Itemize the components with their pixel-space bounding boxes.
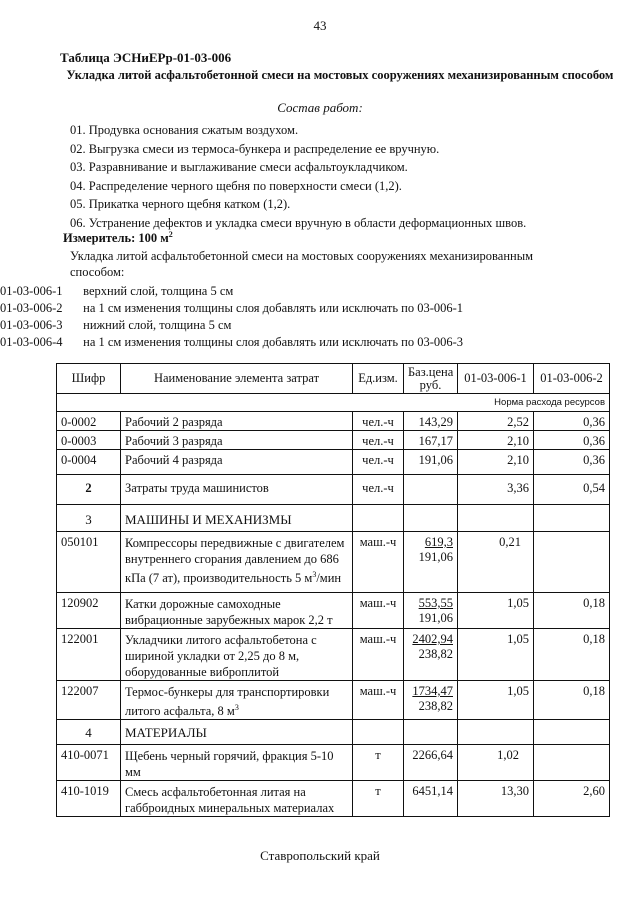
cell-price	[404, 475, 458, 505]
cell-price: 167,17	[404, 431, 458, 450]
section-row-materials	[57, 720, 610, 745]
code-line	[0, 284, 233, 299]
work-item: 01. Продувка основания сжатым воздухом.	[70, 123, 299, 137]
code: 01-03-006-4	[0, 335, 63, 349]
cell-v2: 0,36	[534, 450, 610, 475]
code-text: на 1 см изменения толщины слоя добавлять или исключать по 03-006-3	[83, 335, 464, 349]
table-row	[57, 593, 610, 629]
section-title: МАШИНЫ И МЕХАНИЗМЫ	[121, 505, 353, 532]
table-subtitle: Укладка литой асфальтобетонной смеси на мостовых сооружениях механизированным способом	[66, 68, 614, 82]
cell-unit: чел.-ч	[353, 475, 404, 505]
cell-name: Смесь асфальтобетонная литая на габброидных минеральных материалах	[121, 781, 353, 817]
cell-price: 191,06	[404, 450, 458, 475]
cell-name: Укладчики литого асфальтобетона с шириной укладки от 2,25 до 8 м, оборудованные виброплитой	[121, 629, 353, 681]
works-list	[70, 121, 526, 232]
header-col1: 01-03-006-1	[458, 364, 534, 394]
table-row	[57, 781, 610, 817]
header-code: Шифр	[57, 364, 121, 394]
header-col2: 01-03-006-2	[534, 364, 610, 394]
code-line	[0, 301, 463, 316]
code-line	[0, 335, 463, 350]
cell-unit: чел.-ч	[353, 450, 404, 475]
cell-v1: 1,05	[458, 681, 534, 720]
page-number: 43	[313, 18, 327, 33]
cell-code: 0-0002	[57, 412, 121, 431]
table-row	[57, 629, 610, 681]
section-row-machines	[57, 505, 610, 532]
cell-code: 410-1019	[57, 781, 121, 817]
code: 01-03-006-1	[0, 284, 63, 298]
cell-name: Термос-бункеры для транспортировки литого асфальта, 8 $м^3$	[121, 681, 353, 720]
cell-v2: 0,36	[534, 412, 610, 431]
cell-name: Рабочий 2 разряда	[121, 412, 353, 431]
cell-price: 2402,94 238,82	[404, 629, 458, 681]
cell-v1: 2,10	[458, 431, 534, 450]
work-item: 05. Прикатка черного щебня катком (1,2).	[70, 197, 291, 211]
cell-name: Компрессоры передвижные с двигателем внутреннего сгорания давлением до 686 кПа (7 ат), производительность 5 $м^3$/мин	[121, 532, 353, 593]
cell-code: 120902	[57, 593, 121, 629]
cell-code: 0-0003	[57, 431, 121, 450]
cell-v2: 0,18	[534, 593, 610, 629]
table-row	[57, 681, 610, 720]
cell-unit: маш.-ч	[353, 681, 404, 720]
work-item: 06. Устранение дефектов и укладка смеси вручную в области деформационных швов.	[70, 215, 527, 230]
work-item: 03. Разравнивание и выглаживание смеси асфальтоукладчиком.	[70, 160, 408, 174]
table-row	[57, 431, 610, 450]
work-item: 04. Распределение черного щебня по поверхности смеси (1,2).	[70, 178, 402, 193]
section-title: МАТЕРИАЛЫ	[121, 720, 353, 745]
cell-name: Рабочий 4 разряда	[121, 450, 353, 475]
cell-v1: 0,21	[458, 532, 534, 593]
table-header-row	[57, 364, 610, 394]
cell-v1: 1,02	[458, 745, 534, 781]
cell-unit: т	[353, 781, 404, 817]
cell-v1: 1,05	[458, 593, 534, 629]
cell-v1: 13,30	[458, 781, 534, 817]
header-unit: Ед.изм.	[353, 364, 404, 394]
cell-v2: 0,36	[534, 431, 610, 450]
cell-v1: 3,36	[458, 475, 534, 505]
cell-v2: 0,18	[534, 681, 610, 720]
cell-name: Катки дорожные самоходные вибрационные зарубежных марок 2,2 т	[121, 593, 353, 629]
code-text: верхний слой, толщина 5 см	[83, 284, 234, 298]
meter-sup: 2	[168, 230, 173, 239]
header-price: Баз.цена руб.	[404, 364, 458, 394]
description: Укладка литой асфальтобетонной смеси на мостовых сооружениях механизированным способом:	[70, 249, 534, 279]
cell-code: 050101	[57, 532, 121, 593]
cell-price: 6451,14	[404, 781, 458, 817]
cell-v1: 1,05	[458, 629, 534, 681]
section-code: 3	[57, 505, 121, 532]
cell-code: 0-0004	[57, 450, 121, 475]
work-item: 02. Выгрузка смеси из термоса-бункера и распределение ее вручную.	[70, 141, 440, 156]
works-heading: Состав работ:	[277, 100, 363, 115]
cell-unit: чел.-ч	[353, 431, 404, 450]
cell-unit: т	[353, 745, 404, 781]
page-footer: Ставропольский край	[260, 848, 380, 863]
table-title: Таблица ЭСНиЕРр-01-03-006	[60, 50, 232, 65]
meter	[63, 230, 173, 246]
cell-v2	[534, 745, 610, 781]
header-name: Наименование элемента затрат	[121, 364, 353, 394]
cell-v2: 0,18	[534, 629, 610, 681]
code: 01-03-006-3	[0, 318, 63, 332]
section-code: 4	[57, 720, 121, 745]
cell-v2	[534, 532, 610, 593]
cell-price: 143,29	[404, 412, 458, 431]
cell-v1: 2,52	[458, 412, 534, 431]
cell-price: 619,3 191,06	[404, 532, 458, 593]
code-text: нижний слой, толщина 5 см	[83, 318, 232, 332]
cell-price: 553,55 191,06	[404, 593, 458, 629]
cell-code: 122001	[57, 629, 121, 681]
norma-label: Норма расхода ресурсов	[57, 394, 610, 412]
table-row	[57, 450, 610, 475]
cell-code: 410-0071	[57, 745, 121, 781]
cell-v2: 2,60	[534, 781, 610, 817]
cell-code: 122007	[57, 681, 121, 720]
cell-unit: маш.-ч	[353, 532, 404, 593]
norma-row	[57, 394, 610, 412]
code: 01-03-006-2	[0, 301, 63, 315]
table-row	[57, 745, 610, 781]
cell-code: 2	[57, 475, 121, 505]
cell-name: Затраты труда машинистов	[121, 475, 353, 505]
code-text: на 1 см изменения толщины слоя добавлять или исключать по 03-006-1	[83, 301, 464, 315]
table-row	[57, 532, 610, 593]
machinists-row	[57, 475, 610, 505]
cell-unit: чел.-ч	[353, 412, 404, 431]
cell-price: 2266,64	[404, 745, 458, 781]
cell-unit: маш.-ч	[353, 629, 404, 681]
cell-name: Рабочий 3 разряда	[121, 431, 353, 450]
table-row	[57, 412, 610, 431]
code-line	[0, 318, 231, 333]
resource-table	[56, 363, 610, 817]
cell-v1: 2,10	[458, 450, 534, 475]
cell-price: 1734,47 238,82	[404, 681, 458, 720]
cell-v2: 0,54	[534, 475, 610, 505]
cell-unit: маш.-ч	[353, 593, 404, 629]
cell-name: Щебень черный горячий, фракция 5-10 мм	[121, 745, 353, 781]
meter-label: Измеритель: 100 м	[63, 231, 169, 246]
